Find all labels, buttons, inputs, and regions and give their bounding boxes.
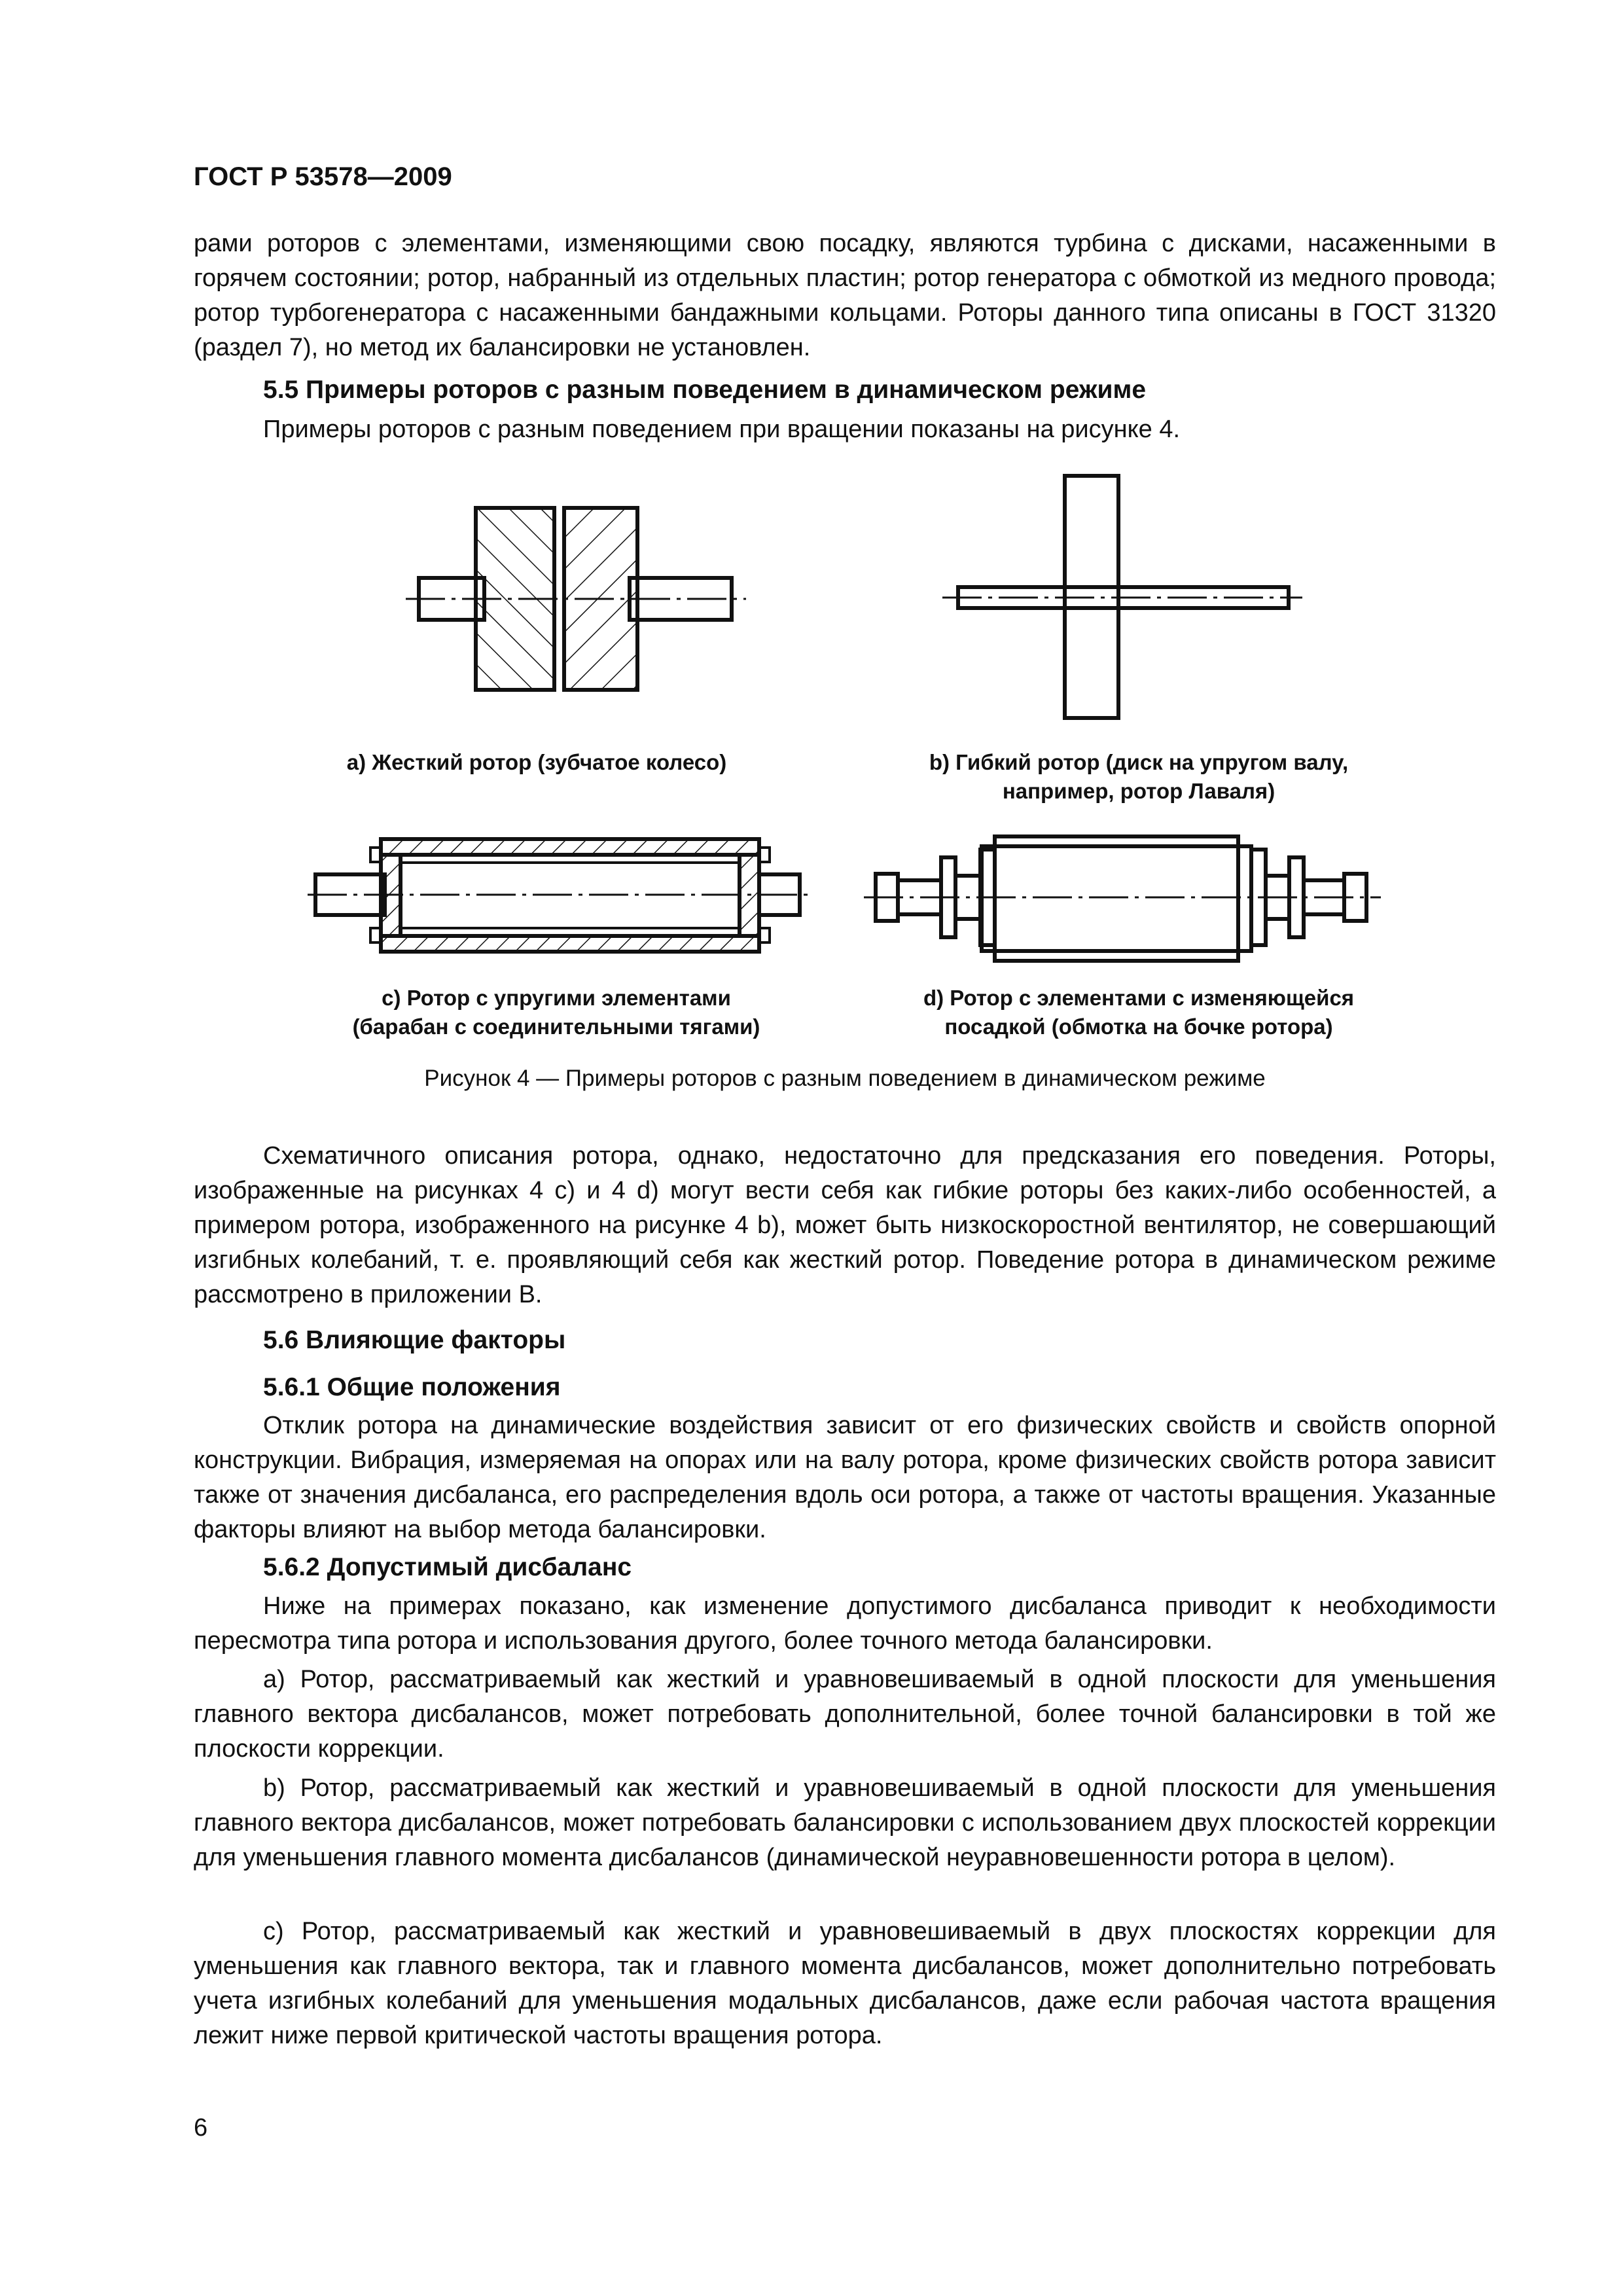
section-5-5-text: Примеры роторов с разным поведением при вращении показаны на рисунке 4. <box>263 416 1181 443</box>
figure-caption: Рисунок 4 — Примеры роторов с разным поведением в динамическом режиме <box>424 1066 1266 1091</box>
list-item-c: c) Ротор, рассматриваемый как жесткий и уравновешиваемый в двух плоскостях коррекции для уменьшения как главного вектора, так и главного момента дисбалансов, может дополнительно потребовать учета изгибных колебаний для уменьшения модальных дисбалансов, даже если рабочая частота вращения лежит ниже первой критической частоты вращения ротора. <box>194 1918 1496 2049</box>
section-5-6-2-heading: 5.6.2 Допустимый дисбаланс <box>263 1553 632 1581</box>
section-5-6-1-heading: 5.6.1 Общие положения <box>263 1373 561 1401</box>
rotor-c-drawing <box>308 839 812 952</box>
section-5-6-1-text: Отклик ротора на динамические воздействия зависит от его физических свойств и свойств опорной конструкции. Вибрация, измеряемая на опорах или на валу ротора, кроме физических свойств ротора зависит также от значения дисбаланса, его распределения вдоль оси ротора, а также от частоты вращения. Указанные факторы влияют на выбор метода балансировки. <box>194 1412 1496 1543</box>
caption-d-line1: d) Ротор с элементами с изменяющейся <box>923 986 1355 1010</box>
section-5-6-2-intro: Ниже на примерах показано, как изменение допустимого дисбаланса приводит к необходимости пересмотра типа ротора и использования другого, более точного метода балансировки. <box>194 1592 1496 1655</box>
figure-4-drawings <box>0 0 1623 1060</box>
caption-d-line2: посадкой (обмотка на бочке ротора) <box>944 1014 1333 1039</box>
rotor-b-drawing <box>942 476 1302 718</box>
rotor-d-drawing <box>864 836 1381 961</box>
list-item-a: a) Ротор, рассматриваемый как жесткий и уравновешиваемый в одной плоскости для уменьшения главного вектора дисбалансов, может потребовать дополнительной, более точной балансировки в той же плоскости коррекции. <box>194 1666 1496 1763</box>
caption-b-line2: например, ротор Лаваля) <box>1002 779 1275 803</box>
caption-c-line1: c) Ротор с упругими элементами <box>382 986 731 1010</box>
intro-paragraph: рами роторов с элементами, изменяющими свою посадку, являются турбина с дисками, насаженными в горячем состоянии; ротор, набранный из отдельных пластин; ротор генератора с обмоткой из медного провода; ротор турбогенератора с насаженными бандажными кольцами. Роторы данного типа описаны в ГОСТ 31320 (раздел 7), но метод их балансировки не установлен. <box>194 230 1496 361</box>
page-number: 6 <box>194 2114 208 2142</box>
caption-a: a) Жесткий ротор (зубчатое колесо) <box>346 750 727 774</box>
section-5-5-heading: 5.5 Примеры роторов с разным поведением в динамическом режиме <box>263 376 1147 404</box>
rotor-a-drawing <box>406 508 746 690</box>
section-5-6-heading: 5.6 Влияющие факторы <box>263 1326 566 1354</box>
after-figure-paragraph: Схематичного описания ротора, однако, недостаточно для предсказания его поведения. Роторы, изображенные на рисунках 4 c) и 4 d) могут вести себя как гибкие роторы без каких-либо особенностей, а примером ротора, изображенного на рисунке 4 b), может быть низкоскоростной вентилятор, не совершающий изгибных колебаний, т. е. проявляющий себя как жесткий ротор. Поведение ротора в динамическом режиме рассмотрено в приложении В. <box>194 1142 1496 1308</box>
list-item-b: b) Ротор, рассматриваемый как жесткий и уравновешиваемый в одной плоскости для уменьшения главного вектора дисбалансов, может потребовать балансировки с использованием двух плоскостей коррекции для уменьшения главного момента дисбалансов (динамической неуравновешенности ротора в целом). <box>194 1774 1496 1871</box>
document-header: ГОСТ Р 53578—2009 <box>194 162 452 191</box>
caption-b-line1: b) Гибкий ротор (диск на упругом валу, <box>929 750 1349 774</box>
caption-c-line2: (барабан с соединительными тягами) <box>352 1014 760 1039</box>
